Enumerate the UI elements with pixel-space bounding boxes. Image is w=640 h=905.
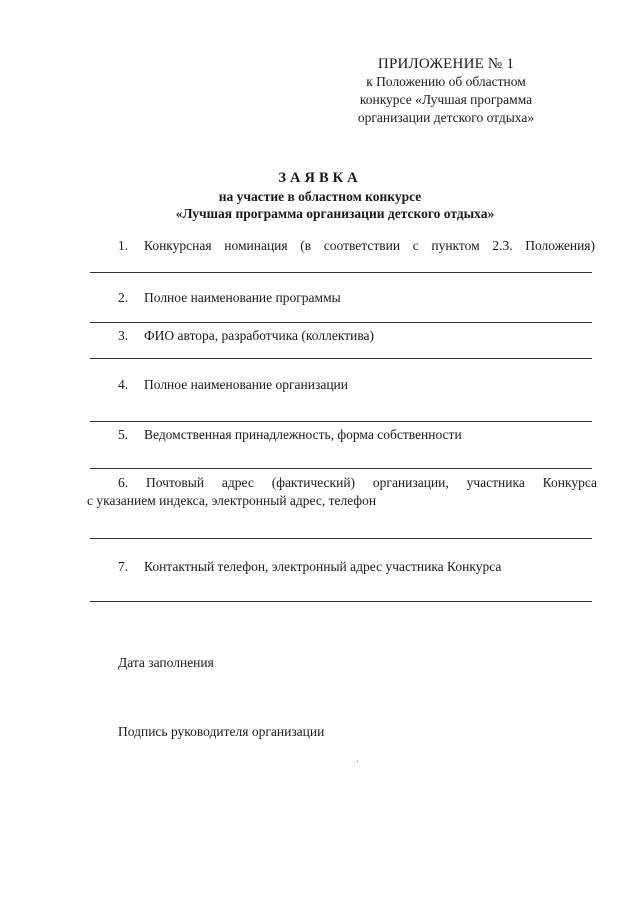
item-number: 6.: [118, 475, 129, 490]
form-item-1: [90, 237, 595, 255]
item-number: 3.: [118, 328, 129, 343]
item-number: 4.: [118, 377, 129, 392]
form-item-7: [90, 558, 595, 576]
fill-in-line[interactable]: [90, 421, 592, 422]
signature-label: Подпись руководителя организации: [118, 724, 325, 739]
item-label: ФИО автора, разработчика (коллектива): [144, 328, 375, 343]
appendix-line: организации детского отдыха»: [357, 110, 535, 125]
form-item-2: [90, 289, 595, 307]
appendix-line: конкурсе «Лучшая программа: [359, 92, 533, 107]
scan-speck: [357, 761, 358, 762]
item-number: 2.: [118, 290, 129, 305]
document-title: ЗАЯВКА: [278, 170, 362, 186]
item-number: 5.: [118, 427, 129, 442]
item-number: 7.: [118, 559, 129, 574]
item-label: Контактный телефон, электронный адрес участника Конкурса: [144, 559, 502, 574]
item-label-line1: [87, 474, 597, 492]
fill-in-line[interactable]: [90, 322, 592, 323]
fill-in-line[interactable]: [90, 601, 592, 602]
appendix-title: ПРИЛОЖЕНИЕ № 1: [377, 56, 515, 72]
form-item-4: [90, 376, 595, 394]
item-label: Почтовый адрес (фактический) организации, участника Конкурса: [145, 475, 597, 490]
fill-in-line[interactable]: [90, 538, 592, 539]
item-label: Полное наименование программы: [144, 290, 341, 305]
item-label-line2: с указанием индекса, электронный адрес, телефон: [87, 493, 377, 508]
form-item-3: [90, 327, 595, 345]
item-label: Полное наименование организации: [144, 377, 348, 392]
item-label: Ведомственная принадлежность, форма собственности: [144, 427, 462, 442]
fill-in-line[interactable]: [90, 358, 592, 359]
document-heading: [0, 169, 640, 222]
item-label: Конкурсная номинация (в соответствии с пунктом 2.3. Положения): [144, 238, 595, 253]
form-item-6: [87, 474, 597, 510]
appendix-line: к Положению об областном: [366, 74, 526, 89]
appendix-header: [326, 55, 566, 127]
fill-in-line[interactable]: [90, 468, 592, 469]
fill-in-line[interactable]: [90, 272, 592, 273]
item-number: 1.: [118, 238, 129, 253]
date-label: Дата заполнения: [118, 655, 214, 670]
document-subtitle: на участие в областном конкурсе: [218, 189, 422, 204]
document-subtitle: «Лучшая программа организации детского отдыха»: [175, 206, 495, 221]
form-item-5: [90, 426, 595, 444]
